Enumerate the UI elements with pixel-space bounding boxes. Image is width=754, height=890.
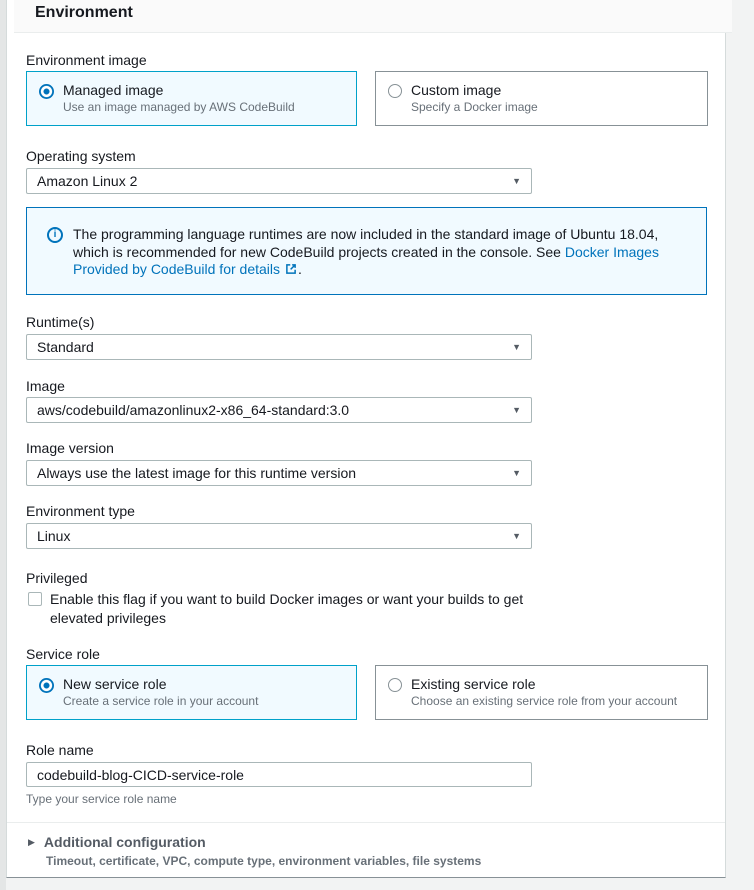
section-divider [7, 822, 725, 823]
additional-configuration-toggle[interactable] [28, 834, 206, 850]
operating-system-select[interactable] [26, 168, 532, 194]
radio-selected-icon [39, 84, 54, 99]
runtimes-label: Runtime(s) [26, 314, 95, 330]
chevron-down-icon: ▼ [512, 176, 521, 186]
radio-unselected-icon [388, 84, 402, 98]
environment-type-label: Environment type [26, 503, 135, 519]
custom-image-option[interactable] [375, 71, 708, 126]
image-version-select[interactable] [26, 460, 532, 486]
radio-selected-icon [39, 678, 54, 693]
image-version-label: Image version [26, 440, 114, 456]
info-icon: i [47, 227, 63, 243]
expand-arrow-icon: ▶ [28, 836, 35, 847]
tile-title: Existing service role [411, 676, 536, 692]
image-label: Image [26, 378, 65, 394]
environment-type-select[interactable] [26, 523, 532, 549]
external-link-icon [285, 262, 297, 280]
managed-image-option[interactable] [26, 71, 357, 126]
alert-text-after: . [298, 261, 302, 277]
privileged-label: Privileged [26, 570, 88, 586]
chevron-down-icon: ▼ [512, 342, 521, 352]
page-title: Environment [35, 4, 133, 21]
info-alert-text [73, 226, 686, 280]
tile-description: Create a service role in your account [63, 694, 259, 708]
tile-title: New service role [63, 676, 167, 692]
chevron-down-icon: ▼ [512, 405, 521, 415]
new-service-role-option[interactable] [26, 665, 357, 720]
tile-title: Managed image [63, 82, 164, 98]
operating-system-label: Operating system [26, 148, 136, 164]
role-name-label: Role name [26, 742, 94, 758]
additional-configuration-title: Additional configuration [43, 834, 206, 850]
select-value: Linux [37, 528, 71, 544]
tile-description: Specify a Docker image [411, 100, 538, 114]
environment-card [6, 0, 726, 878]
additional-configuration-subtitle: Timeout, certificate, VPC, compute type, environment variables, file systems [46, 854, 482, 868]
image-select[interactable] [26, 397, 532, 423]
select-value: Amazon Linux 2 [37, 173, 138, 189]
alert-text-before: The programming language runtimes are now included in the standard image of Ubuntu 18.04, which is recommended for new CodeBuild projects created in the console. See [73, 226, 659, 260]
radio-unselected-icon [388, 678, 402, 692]
privileged-checkbox-label: Enable this flag if you want to build Docker images or want your builds to get elevated privileges [50, 591, 524, 626]
environment-image-label: Environment image [26, 52, 147, 68]
info-alert [26, 207, 707, 295]
select-value: Standard [37, 339, 94, 355]
runtimes-select[interactable] [26, 334, 532, 360]
select-value: aws/codebuild/amazonlinux2-x86_64-standard:3.0 [37, 402, 350, 418]
chevron-down-icon: ▼ [512, 468, 521, 478]
environment-card-header [14, 0, 732, 33]
tile-description: Choose an existing service role from your account [411, 694, 678, 708]
role-name-input[interactable] [26, 762, 532, 787]
chevron-down-icon: ▼ [512, 531, 521, 541]
role-name-helper-text: Type your service role name [26, 792, 177, 806]
privileged-checkbox-row [28, 590, 540, 628]
privileged-checkbox[interactable] [28, 592, 42, 606]
tile-description: Use an image managed by AWS CodeBuild [63, 100, 295, 114]
existing-service-role-option[interactable] [375, 665, 708, 720]
select-value: Always use the latest image for this runtime version [37, 465, 357, 481]
service-role-label: Service role [26, 646, 100, 662]
docker-images-link[interactable]: Docker Images Provided by CodeBuild for details [73, 244, 659, 278]
tile-title: Custom image [411, 82, 502, 98]
